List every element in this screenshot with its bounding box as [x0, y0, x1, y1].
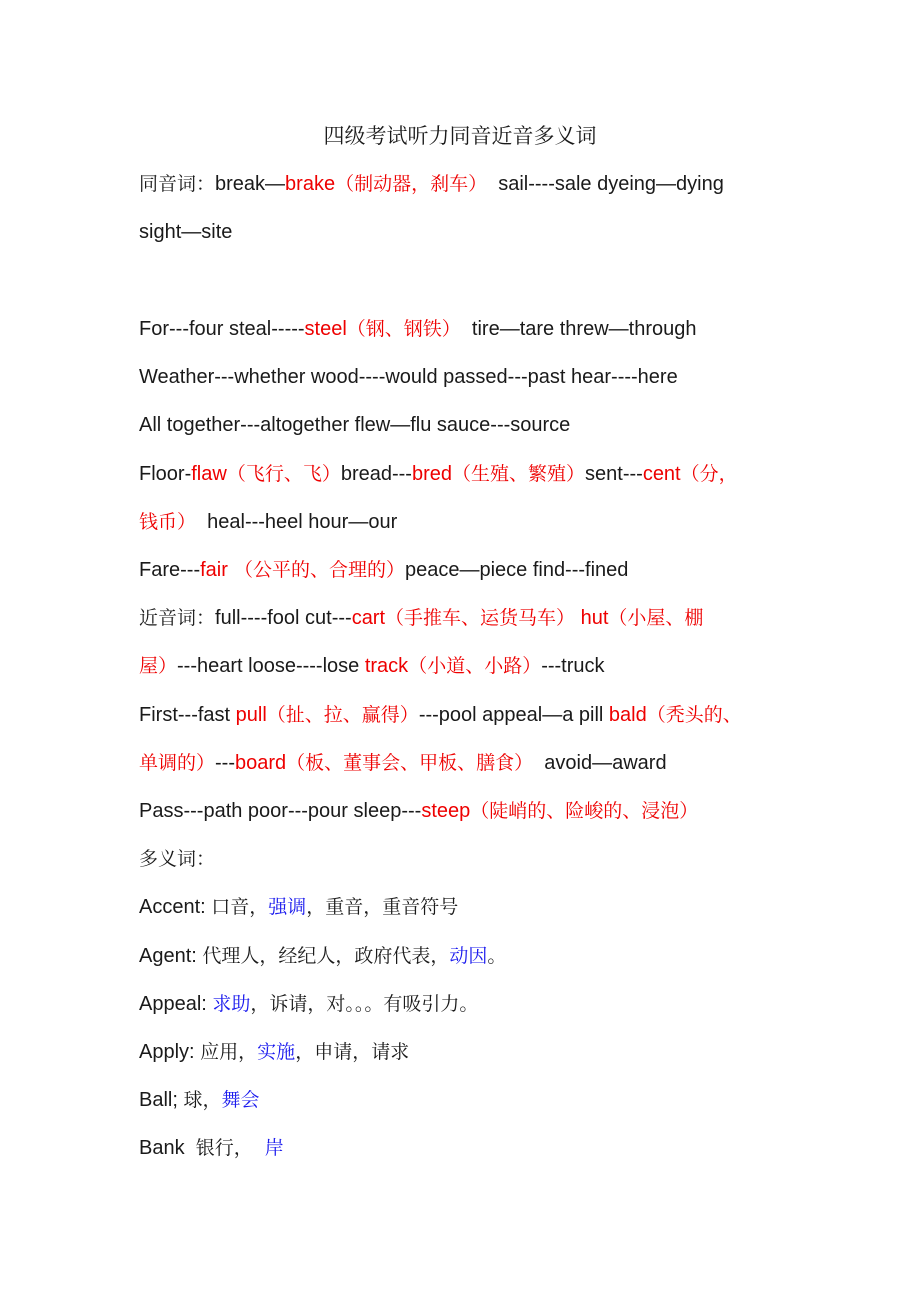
highlighted-text: 屋） [139, 655, 178, 677]
text-line [139, 1034, 799, 1070]
highlighted-text: steel [304, 318, 347, 340]
text-segment: peace—piece find---fined [404, 559, 629, 581]
text-segment: Agent: [139, 945, 203, 967]
text-line [139, 1082, 799, 1118]
text-line [139, 311, 799, 347]
text-line [139, 745, 799, 781]
highlighted-text: （公平的、合理的） [227, 559, 405, 581]
text-segment: sight—site [139, 221, 233, 243]
highlighted-text: 动因 [449, 945, 488, 967]
text-segment: sent--- [585, 463, 643, 485]
text-line [139, 552, 799, 588]
highlighted-text: （扯、拉、赢得） [266, 704, 419, 726]
text-segment: Fare--- [139, 559, 201, 581]
text-segment: Weather---whether wood----would passed---past hear----here [139, 366, 678, 388]
text-segment: Apply: [139, 1041, 201, 1063]
text-segment: For---four steal----- [139, 318, 305, 340]
highlighted-text: track [364, 655, 409, 677]
text-segment: 应用， [200, 1041, 258, 1063]
text-segment: --- [215, 752, 235, 774]
text-segment: First---fast [139, 704, 236, 726]
highlighted-text: 舞会 [221, 1089, 260, 1111]
highlighted-text: steep [421, 800, 471, 822]
text-line [139, 986, 799, 1022]
highlighted-text: 强调 [268, 896, 307, 918]
highlighted-text: flaw [191, 463, 227, 485]
text-line [139, 214, 799, 250]
text-segment: All together---altogether flew—flu sauce---source [139, 414, 571, 436]
text-segment: ，申请，请求 [295, 1041, 410, 1063]
text-line [139, 793, 799, 829]
text-segment: Ball; [139, 1089, 184, 1111]
text-segment: Bank [139, 1137, 196, 1159]
text-line [139, 456, 799, 492]
highlighted-text: （飞行、飞） [226, 463, 341, 485]
highlighted-text: cart [351, 607, 386, 629]
text-line [139, 889, 799, 925]
text-line [139, 648, 799, 684]
text-line [139, 407, 799, 443]
highlighted-text: （生殖、繁殖） [452, 463, 586, 485]
page-title: 四级考试听力同音近音多义词 [323, 124, 597, 148]
text-segment: ，诉请，对。。。有吸引力。 [250, 993, 479, 1015]
text-segment: Floor- [139, 463, 192, 485]
text-segment: sail----sale dyeing—dying [487, 173, 724, 195]
highlighted-text: （秃头的、 [646, 704, 742, 726]
highlighted-text: （陡峭的、险峻的、浸泡） [470, 800, 699, 822]
highlighted-text: （钢、钢铁） [346, 318, 461, 340]
highlighted-text: fair [200, 559, 228, 581]
text-segment: ---pool appeal—a pill [418, 704, 609, 726]
text-segment: tire—tare threw—through [460, 318, 697, 340]
text-line [139, 504, 799, 540]
highlighted-text: （小屋、棚 [608, 607, 704, 629]
text-segment: Appeal: [139, 993, 213, 1015]
text-segment: ---truck [541, 655, 605, 677]
text-line [139, 938, 799, 974]
text-segment: 银行， [195, 1137, 265, 1159]
text-line [139, 1130, 799, 1166]
highlighted-text: pull [235, 704, 267, 726]
text-segment: heal---heel hour—our [196, 511, 398, 533]
text-line [139, 600, 799, 636]
highlighted-text: 求助 [212, 993, 251, 1015]
text-segment: 多义词： [139, 848, 216, 870]
highlighted-text: bald [608, 704, 647, 726]
highlighted-text: 岸 [264, 1137, 284, 1159]
highlighted-text: （小道、小路） [408, 655, 542, 677]
highlighted-text: 单调的） [139, 752, 216, 774]
highlighted-text: bred [411, 463, 452, 485]
highlighted-text: （分， [680, 463, 738, 485]
text-line [139, 166, 799, 202]
text-segment: 口音， [211, 896, 269, 918]
highlighted-text: cent [642, 463, 681, 485]
text-line [139, 359, 799, 395]
text-segment: 球， [183, 1089, 222, 1111]
text-segment: full----fool cut--- [215, 607, 352, 629]
text-segment: ，重音，重音符号 [306, 896, 459, 918]
text-segment: break— [215, 173, 286, 195]
text-segment: ---heart loose----lose [177, 655, 365, 677]
highlighted-text: （制动器，刹车） [335, 173, 488, 195]
text-segment: 同音词： [139, 173, 216, 195]
highlighted-text: （手推车、运货马车） [385, 607, 576, 629]
text-segment: 代理人，经纪人，政府代表， [202, 945, 450, 967]
text-segment: Accent: [139, 896, 212, 918]
highlighted-text: （板、董事会、甲板、膳食） [286, 752, 534, 774]
text-segment: bread--- [340, 463, 412, 485]
text-segment: Pass---path poor---pour sleep--- [139, 800, 422, 822]
text-segment: 近音词： [139, 607, 216, 629]
text-line [139, 697, 799, 733]
highlighted-text: board [235, 752, 287, 774]
highlighted-text: hut [575, 607, 609, 629]
text-segment: 。 [487, 945, 507, 967]
highlighted-text: 钱币） [139, 511, 197, 533]
text-line [139, 841, 799, 877]
highlighted-text: brake [285, 173, 336, 195]
text-segment: avoid—award [533, 752, 667, 774]
highlighted-text: 实施 [257, 1041, 296, 1063]
